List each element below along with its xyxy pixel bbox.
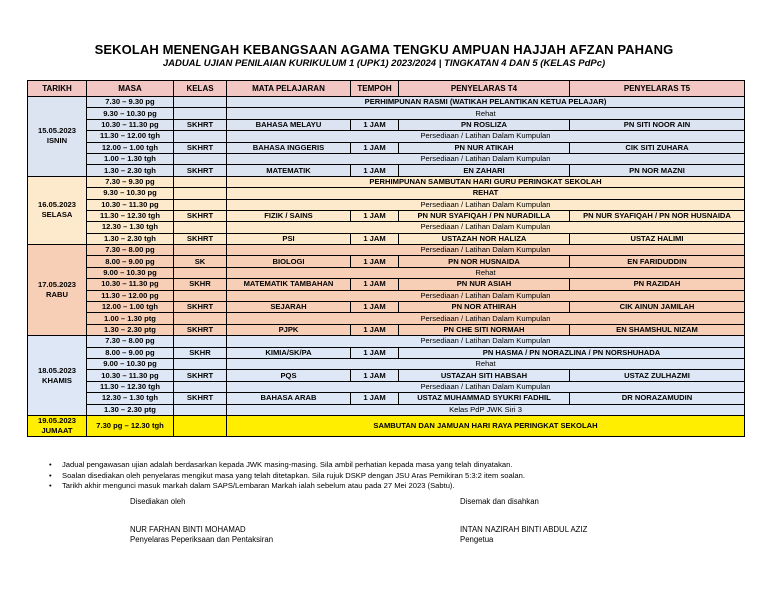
schedule-row bbox=[28, 222, 745, 233]
prepared-by-label: Disediakan oleh bbox=[130, 497, 186, 506]
activity-cell: PERHIMPUNAN RASMI (WATIKAH PELANTIKAN KETUA PELAJAR) bbox=[227, 97, 745, 108]
table-header-row bbox=[28, 81, 745, 97]
kelas-cell bbox=[174, 267, 227, 278]
masa-cell: 7.30 – 8.00 pg bbox=[87, 336, 174, 347]
col-header-tempoh: TEMPOH bbox=[351, 81, 399, 97]
penyelaras-t5-cell: PN NUR SYAFIQAH / PN NOR HUSNAIDA bbox=[570, 210, 745, 221]
note-item: • Soalan disediakan oleh penyelaras mengikut masa yang telah ditetapkan. Sila rujuk DSKP dengan JSU Aras Pemikiran 5:3:2 item soalan. bbox=[46, 471, 525, 482]
masa-cell: 12.30 – 1.30 tgh bbox=[87, 222, 174, 233]
subject-cell: PQS bbox=[227, 370, 351, 381]
prepared-by-role: Penyelaras Peperiksaan dan Pentaksiran bbox=[130, 535, 274, 544]
kelas-cell bbox=[174, 313, 227, 324]
penyelaras-t5-cell: DR NORAZAMUDIN bbox=[570, 393, 745, 404]
masa-cell: 1.30 – 2.30 ptg bbox=[87, 404, 174, 415]
subject-cell: MATEMATIK TAMBAHAN bbox=[227, 279, 351, 290]
activity-cell: REHAT bbox=[227, 188, 745, 199]
tempoh-cell: 1 JAM bbox=[351, 324, 399, 335]
penyelaras-t5-cell: USTAZ ZULHAZMI bbox=[570, 370, 745, 381]
penyelaras-t4-cell: PN NUR ATIKAH bbox=[399, 142, 570, 153]
kelas-cell: SKHRT bbox=[174, 324, 227, 335]
tempoh-cell: 1 JAM bbox=[351, 370, 399, 381]
activity-cell: Persediaan / Latihan Dalam Kumpulan bbox=[227, 313, 745, 324]
schedule-row bbox=[28, 404, 745, 415]
activity-cell: Persediaan / Latihan Dalam Kumpulan bbox=[227, 222, 745, 233]
schedule-row bbox=[28, 347, 745, 358]
schedule-table bbox=[27, 80, 745, 437]
activity-cell: Persediaan / Latihan Dalam Kumpulan bbox=[227, 290, 745, 301]
page-title: SEKOLAH MENENGAH KEBANGSAAN AGAMA TENGKU AMPUAN HAJJAH AFZAN PAHANG bbox=[94, 42, 674, 57]
subject-cell: SEJARAH bbox=[227, 302, 351, 313]
masa-cell: 1.00 – 1.30 ptg bbox=[87, 313, 174, 324]
masa-cell: 7.30 – 9.30 pg bbox=[87, 176, 174, 187]
schedule-row bbox=[28, 370, 745, 381]
date-cell bbox=[28, 336, 87, 416]
schedule-row bbox=[28, 302, 745, 313]
masa-cell: 7.30 pg – 12.30 tgh bbox=[87, 415, 174, 436]
masa-cell: 10.30 – 11.30 pg bbox=[87, 279, 174, 290]
kelas-cell bbox=[174, 290, 227, 301]
masa-cell: 9.00 – 10.30 pg bbox=[87, 358, 174, 369]
kelas-cell: SKHR bbox=[174, 347, 227, 358]
masa-cell: 10.30 – 11.30 pg bbox=[87, 119, 174, 130]
schedule-row bbox=[28, 97, 745, 108]
tempoh-cell: 1 JAM bbox=[351, 119, 399, 130]
kelas-cell: SKHR bbox=[174, 279, 227, 290]
tempoh-cell: 1 JAM bbox=[351, 393, 399, 404]
kelas-cell bbox=[174, 176, 227, 187]
date-value: 18.05.2023 bbox=[37, 365, 76, 375]
schedule-row bbox=[28, 313, 745, 324]
schedule-row bbox=[28, 336, 745, 347]
schedule-row bbox=[28, 108, 745, 119]
kelas-cell: SKHRT bbox=[174, 142, 227, 153]
schedule-row bbox=[28, 245, 745, 256]
masa-cell: 12.00 – 1.00 tgh bbox=[87, 302, 174, 313]
kelas-cell: SKHRT bbox=[174, 233, 227, 244]
schedule-row bbox=[28, 142, 745, 153]
notes-list bbox=[46, 460, 525, 492]
penyelaras-t4-cell: PN NOR HUSNAIDA bbox=[399, 256, 570, 267]
penyelaras-t4-cell: USTAZ MUHAMMAD SYUKRI FADHIL bbox=[399, 393, 570, 404]
schedule-row bbox=[28, 279, 745, 290]
penyelaras-t4-cell: USTAZAH NOR HALIZA bbox=[399, 233, 570, 244]
masa-cell: 8.00 – 9.00 pg bbox=[87, 347, 174, 358]
subject-cell: BAHASA ARAB bbox=[227, 393, 351, 404]
kelas-cell: SKHRT bbox=[174, 165, 227, 176]
date-value: 17.05.2023 bbox=[37, 280, 76, 290]
activity-cell: PERHIMPUNAN SAMBUTAN HARI GURU PERINGKAT SEKOLAH bbox=[227, 176, 745, 187]
activity-cell: Rehat bbox=[227, 267, 745, 278]
penyelaras-t5-cell: PN RAZIDAH bbox=[570, 279, 745, 290]
page-subtitle: JADUAL UJIAN PENILAIAN KURIKULUM 1 (UPK1) 2023/2024 | TINGKATAN 4 DAN 5 (KELAS PdPc) bbox=[162, 58, 606, 69]
schedule-row bbox=[28, 165, 745, 176]
activity-cell: Persediaan / Latihan Dalam Kumpulan bbox=[227, 131, 745, 142]
approved-by-block bbox=[460, 497, 587, 545]
subject-cell: MATEMATIK bbox=[227, 165, 351, 176]
activity-cell: Persediaan / Latihan Dalam Kumpulan bbox=[227, 199, 745, 210]
subject-cell: KIMIA/SK/PA bbox=[227, 347, 351, 358]
masa-cell: 7.30 – 9.30 pg bbox=[87, 97, 174, 108]
kelas-cell: SKHRT bbox=[174, 370, 227, 381]
schedule-row bbox=[28, 119, 745, 130]
day-name: JUMAAT bbox=[41, 425, 73, 435]
kelas-cell bbox=[174, 222, 227, 233]
activity-cell: Rehat bbox=[227, 108, 745, 119]
penyelaras-t5-cell: CIK AINUN JAMILAH bbox=[570, 302, 745, 313]
activity-cell: Rehat bbox=[227, 358, 745, 369]
penyelaras-t4-cell: PN CHE SITI NORMAH bbox=[399, 324, 570, 335]
subject-cell: BAHASA INGGERIS bbox=[227, 142, 351, 153]
schedule-row bbox=[28, 256, 745, 267]
penyelaras-t5-cell: USTAZ HALIMI bbox=[570, 233, 745, 244]
schedule-row bbox=[28, 267, 745, 278]
prepared-by-block bbox=[130, 497, 273, 545]
masa-cell: 10.30 – 11.30 pg bbox=[87, 199, 174, 210]
kelas-cell bbox=[174, 336, 227, 347]
penyelaras-t4-t5-cell: PN HASMA / PN NORAZLINA / PN NORSHUHADA bbox=[399, 347, 745, 358]
schedule-row bbox=[28, 393, 745, 404]
penyelaras-t5-cell: PN NOR MAZNI bbox=[570, 165, 745, 176]
masa-cell: 12.30 – 1.30 tgh bbox=[87, 393, 174, 404]
masa-cell: 11.30 – 12.00 pg bbox=[87, 290, 174, 301]
kelas-cell bbox=[174, 415, 227, 436]
approved-by-label: Disemak dan disahkan bbox=[460, 497, 539, 506]
col-header-kelas: KELAS bbox=[174, 81, 227, 97]
schedule-row bbox=[28, 188, 745, 199]
tempoh-cell: 1 JAM bbox=[351, 165, 399, 176]
subject-cell: FIZIK / SAINS bbox=[227, 210, 351, 221]
penyelaras-t4-cell: PN ROSLIZA bbox=[399, 119, 570, 130]
date-cell bbox=[28, 245, 87, 336]
masa-cell: 1.00 – 1.30 tgh bbox=[87, 153, 174, 164]
penyelaras-t5-cell: EN SHAMSHUL NIZAM bbox=[570, 324, 745, 335]
masa-cell: 7.30 – 8.00 pg bbox=[87, 245, 174, 256]
note-item: • Jadual pengawasan ujian adalah berdasarkan kepada JWK masing-masing. Sila ambil perhatian kepada masa yang telah dinyatakan. bbox=[46, 460, 525, 471]
masa-cell: 11.30 – 12.30 tgh bbox=[87, 381, 174, 392]
kelas-cell bbox=[174, 245, 227, 256]
penyelaras-t5-cell: PN SITI NOOR AIN bbox=[570, 119, 745, 130]
schedule-row bbox=[28, 324, 745, 335]
penyelaras-t5-cell: CIK SITI ZUHARA bbox=[570, 142, 745, 153]
masa-cell: 1.30 – 2.30 tgh bbox=[87, 165, 174, 176]
date-cell bbox=[28, 176, 87, 244]
date-value: 19.05.2023 bbox=[37, 415, 76, 425]
tempoh-cell: 1 JAM bbox=[351, 233, 399, 244]
schedule-row bbox=[28, 176, 745, 187]
masa-cell: 11.30 – 12.00 tgh bbox=[87, 131, 174, 142]
kelas-cell: SKHRT bbox=[174, 393, 227, 404]
tempoh-cell: 1 JAM bbox=[351, 347, 399, 358]
date-value: 16.05.2023 bbox=[37, 200, 76, 210]
kelas-cell: SKHRT bbox=[174, 302, 227, 313]
activity-cell: Persediaan / Latihan Dalam Kumpulan bbox=[227, 381, 745, 392]
penyelaras-t4-cell: PN NOR ATHIRAH bbox=[399, 302, 570, 313]
kelas-cell: SK bbox=[174, 256, 227, 267]
schedule-row bbox=[28, 290, 745, 301]
day-name: RABU bbox=[46, 290, 68, 300]
schedule-row bbox=[28, 381, 745, 392]
kelas-cell bbox=[174, 404, 227, 415]
kelas-cell bbox=[174, 108, 227, 119]
approved-by-role: Pengetua bbox=[460, 535, 494, 544]
schedule-row bbox=[28, 199, 745, 210]
kelas-cell: SKHRT bbox=[174, 210, 227, 221]
kelas-cell bbox=[174, 153, 227, 164]
masa-cell: 1.30 – 2.30 tgh bbox=[87, 233, 174, 244]
col-header-penyelaras-t5: PENYELARAS T5 bbox=[570, 81, 745, 97]
col-header-penyelaras-t4: PENYELARAS T4 bbox=[399, 81, 570, 97]
masa-cell: 1.30 – 2.30 ptg bbox=[87, 324, 174, 335]
activity-cell: Kelas PdP JWK Siri 3 bbox=[227, 404, 745, 415]
kelas-cell bbox=[174, 131, 227, 142]
tempoh-cell: 1 JAM bbox=[351, 142, 399, 153]
masa-cell: 10.30 – 11.30 pg bbox=[87, 370, 174, 381]
date-cell bbox=[28, 97, 87, 177]
penyelaras-t4-cell: EN ZAHARI bbox=[399, 165, 570, 176]
masa-cell: 12.00 – 1.00 tgh bbox=[87, 142, 174, 153]
kelas-cell bbox=[174, 97, 227, 108]
tempoh-cell: 1 JAM bbox=[351, 302, 399, 313]
day-name: SELASA bbox=[41, 210, 73, 220]
tempoh-cell: 1 JAM bbox=[351, 279, 399, 290]
masa-cell: 9.30 – 10.30 pg bbox=[87, 108, 174, 119]
penyelaras-t4-cell: USTAZAH SITI HABSAH bbox=[399, 370, 570, 381]
schedule-row bbox=[28, 153, 745, 164]
masa-cell: 9.00 – 10.30 pg bbox=[87, 267, 174, 278]
kelas-cell bbox=[174, 199, 227, 210]
kelas-cell bbox=[174, 381, 227, 392]
subject-cell: BIOLOGI bbox=[227, 256, 351, 267]
schedule-row bbox=[28, 210, 745, 221]
tempoh-cell: 1 JAM bbox=[351, 210, 399, 221]
prepared-by-name: NUR FARHAN BINTI MOHAMAD bbox=[130, 525, 246, 534]
col-header-mata-pelajaran: MATA PELAJARAN bbox=[227, 81, 351, 97]
subject-cell: BAHASA MELAYU bbox=[227, 119, 351, 130]
activity-cell: Persediaan / Latihan Dalam Kumpulan bbox=[227, 153, 745, 164]
date-value: 15.05.2023 bbox=[37, 126, 76, 136]
masa-cell: 11.30 – 12.30 tgh bbox=[87, 210, 174, 221]
subject-cell: PSI bbox=[227, 233, 351, 244]
kelas-cell bbox=[174, 358, 227, 369]
kelas-cell: SKHRT bbox=[174, 119, 227, 130]
day-name: KHAMIS bbox=[42, 375, 72, 385]
activity-cell: Persediaan / Latihan Dalam Kumpulan bbox=[227, 336, 745, 347]
masa-cell: 8.00 – 9.00 pg bbox=[87, 256, 174, 267]
tempoh-cell: 1 JAM bbox=[351, 256, 399, 267]
penyelaras-t4-cell: PN NUR ASIAH bbox=[399, 279, 570, 290]
masa-cell: 9.30 – 10.30 pg bbox=[87, 188, 174, 199]
schedule-row bbox=[28, 415, 745, 436]
subject-cell: PJPK bbox=[227, 324, 351, 335]
col-header-masa: MASA bbox=[87, 81, 174, 97]
date-cell bbox=[28, 415, 87, 436]
schedule-row bbox=[28, 233, 745, 244]
col-header-tarikh: TARIKH bbox=[28, 81, 87, 97]
activity-cell: SAMBUTAN DAN JAMUAN HARI RAYA PERINGKAT SEKOLAH bbox=[227, 415, 745, 436]
activity-cell: Persediaan / Latihan Dalam Kumpulan bbox=[227, 245, 745, 256]
note-item: • Tarikh akhir mengunci masuk markah dalam SAPS/Lembaran Markah ialah sebelum atau pada 27 Mei 2023 (Sabtu). bbox=[46, 481, 525, 492]
approved-by-name: INTAN NAZIRAH BINTI ABDUL AZIZ bbox=[460, 525, 588, 534]
penyelaras-t5-cell: EN FARIDUDDIN bbox=[570, 256, 745, 267]
day-name: ISNIN bbox=[46, 136, 68, 146]
penyelaras-t4-cell: PN NUR SYAFIQAH / PN NURADILLA bbox=[399, 210, 570, 221]
schedule-row bbox=[28, 358, 745, 369]
schedule-row bbox=[28, 131, 745, 142]
kelas-cell bbox=[174, 188, 227, 199]
